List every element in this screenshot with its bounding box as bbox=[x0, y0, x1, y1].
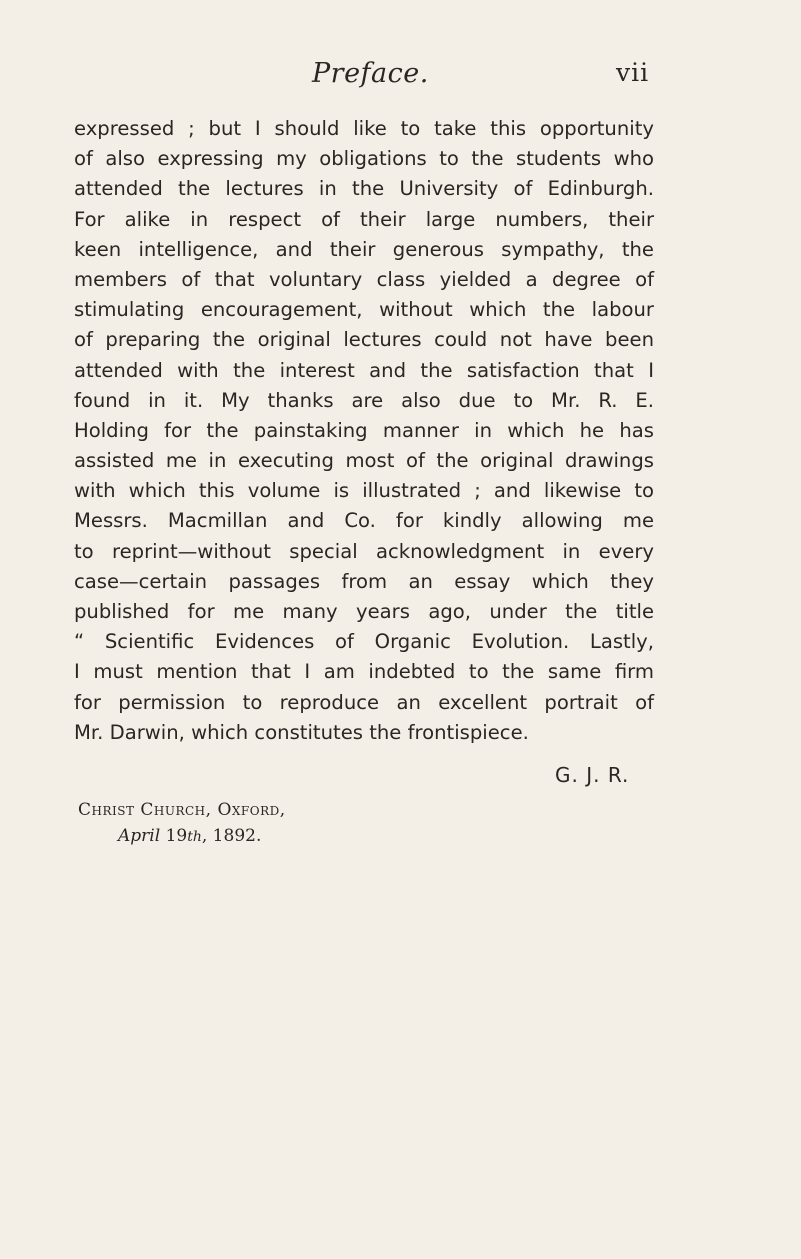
date-day-suffix: th bbox=[187, 829, 202, 845]
text-line: published for me many years ago, under the title bbox=[74, 600, 654, 623]
text-line: assisted me in executing most of the original drawings bbox=[74, 449, 654, 473]
text-line: case—certain passages from an essay which they bbox=[74, 569, 654, 593]
date-day: 19 bbox=[165, 826, 188, 846]
text-line: stimulating encouragement, without which the labour bbox=[74, 298, 654, 322]
text-line: expressed ; but I should like to take this opportunity bbox=[74, 117, 654, 140]
signature-place: Christ Church, Oxford, bbox=[78, 800, 286, 820]
text-line: For alike in respect of their large numbers, their bbox=[74, 207, 654, 231]
text-line: with which this volume is illustrated ; and likewise to bbox=[74, 479, 654, 503]
text-line: Messrs. Macmillan and Co. for kindly allowing me bbox=[74, 509, 654, 533]
running-head bbox=[0, 58, 801, 98]
text-line: for permission to reproduce an excellent portrait of bbox=[74, 690, 654, 714]
text-line: Mr. Darwin, which constitutes the frontispiece. bbox=[74, 720, 529, 744]
signature-date bbox=[118, 826, 261, 846]
text-line: Holding for the painstaking manner in which he has bbox=[74, 418, 654, 442]
text-line: keen intelligence, and their generous sympathy, the bbox=[74, 237, 654, 261]
text-line: members of that voluntary class yielded a degree of bbox=[74, 267, 654, 291]
date-month: April bbox=[118, 826, 161, 846]
text-line: found in it. My thanks are also due to Mr. R. E. bbox=[74, 388, 654, 412]
author-initials: G. J. R. bbox=[555, 763, 630, 787]
text-line: to reprint—without special acknowledgment in every bbox=[74, 539, 654, 563]
text-line: of also expressing my obligations to the students who bbox=[74, 147, 654, 171]
text-line: of preparing the original lectures could not have been bbox=[74, 328, 654, 352]
text-line: attended with the interest and the satisfaction that I bbox=[74, 358, 654, 382]
page-number: vii bbox=[616, 58, 650, 87]
preface-paragraph bbox=[74, 114, 654, 748]
running-title: Preface. bbox=[312, 58, 429, 89]
text-line: I must mention that I am indebted to the same firm bbox=[74, 660, 654, 684]
text-line: attended the lectures in the University of Edinburgh. bbox=[74, 177, 654, 201]
text-line: “ Scientific Evidences of Organic Evolution. Lastly, bbox=[74, 630, 654, 654]
date-year: , 1892. bbox=[201, 826, 262, 846]
